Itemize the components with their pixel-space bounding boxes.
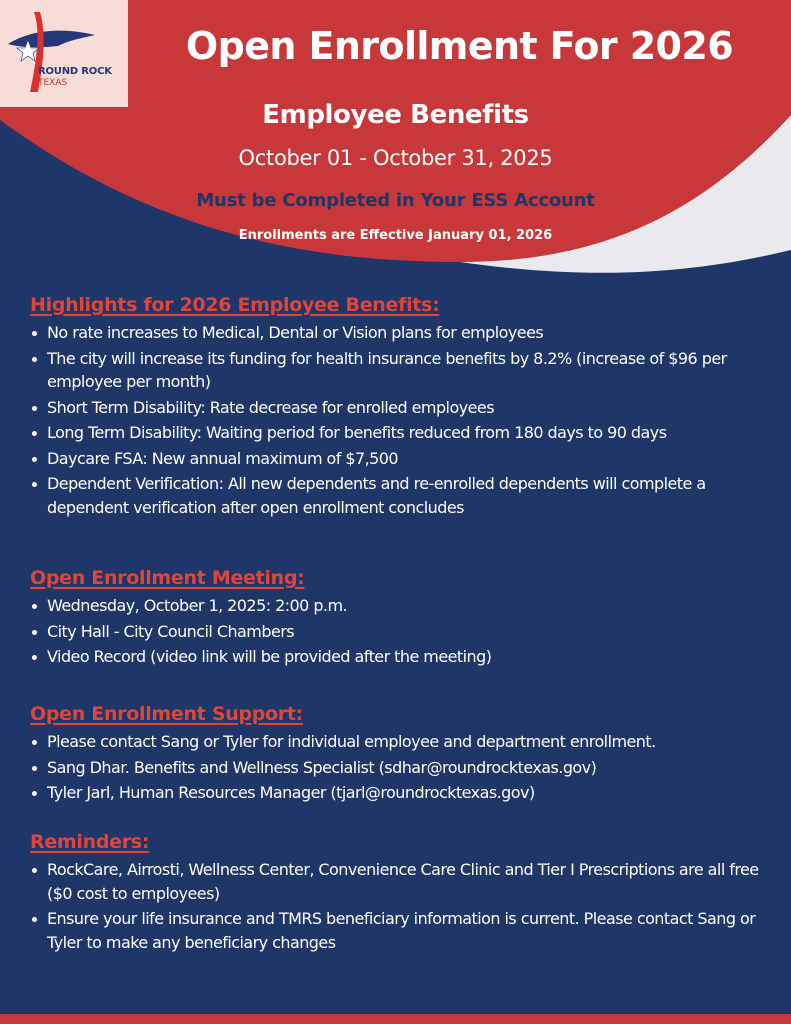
list-item: Tyler Jarl, Human Resources Manager (tjarl@roundrocktexas.gov) (30, 781, 775, 805)
list-item: Dependent Verification: All new dependents and re-enrolled dependents will complete a dependent verification after open enrollment concludes (30, 472, 775, 519)
logo-text-state: TEXAS (38, 78, 68, 88)
highlights-section (30, 294, 775, 521)
list-item: City Hall - City Council Chambers (30, 620, 775, 644)
footer-bar (0, 1014, 791, 1024)
list-item: Video Record (video link will be provided after the meeting) (30, 645, 775, 669)
support-section (30, 703, 775, 807)
list-item: Wednesday, October 1, 2025: 2:00 p.m. (30, 594, 775, 618)
list-item: No rate increases to Medical, Dental or Vision plans for employees (30, 321, 775, 345)
list-item: Daycare FSA: New annual maximum of $7,500 (30, 447, 775, 471)
highlights-heading: Highlights for 2026 Employee Benefits: (30, 294, 440, 316)
meeting-list (30, 594, 775, 669)
list-item: The city will increase its funding for health insurance benefits by 8.2% (increase of $96 per employee per month) (30, 347, 775, 394)
logo[interactable] (0, 0, 128, 107)
effective-date-note: Enrollments are Effective January 01, 2026 (238, 228, 553, 243)
list-item: Ensure your life insurance and TMRS beneficiary information is current. Please contact Sang or Tyler to make any beneficiary changes (30, 907, 775, 954)
list-item: Short Term Disability: Rate decrease for enrolled employees (30, 396, 775, 420)
list-item: Sang Dhar. Benefits and Wellness Specialist (sdhar@roundrocktexas.gov) (30, 756, 775, 780)
list-item: Please contact Sang or Tyler for individual employee and department enrollment. (30, 730, 775, 754)
highlights-list (30, 321, 775, 519)
page-subtitle: Employee Benefits (262, 100, 529, 130)
list-item: RockCare, Airrosti, Wellness Center, Convenience Care Clinic and Tier I Prescriptions are all free ($0 cost to employees) (30, 858, 775, 905)
reminders-heading: Reminders: (30, 831, 150, 853)
page-title: Open Enrollment For 2026 (185, 24, 734, 68)
reminders-list (30, 858, 775, 954)
reminders-section (30, 831, 775, 956)
enrollment-dates: October 01 - October 31, 2025 (238, 146, 553, 170)
list-item: Long Term Disability: Waiting period for benefits reduced from 180 days to 90 days (30, 421, 775, 445)
support-heading: Open Enrollment Support: (30, 703, 303, 725)
meeting-section (30, 567, 775, 671)
round-rock-star-logo-icon (0, 0, 128, 107)
support-list (30, 730, 775, 805)
ess-note: Must be Completed in Your ESS Account (196, 190, 595, 211)
meeting-heading: Open Enrollment Meeting: (30, 567, 305, 589)
logo-text-city: ROUND ROCK (38, 66, 112, 77)
